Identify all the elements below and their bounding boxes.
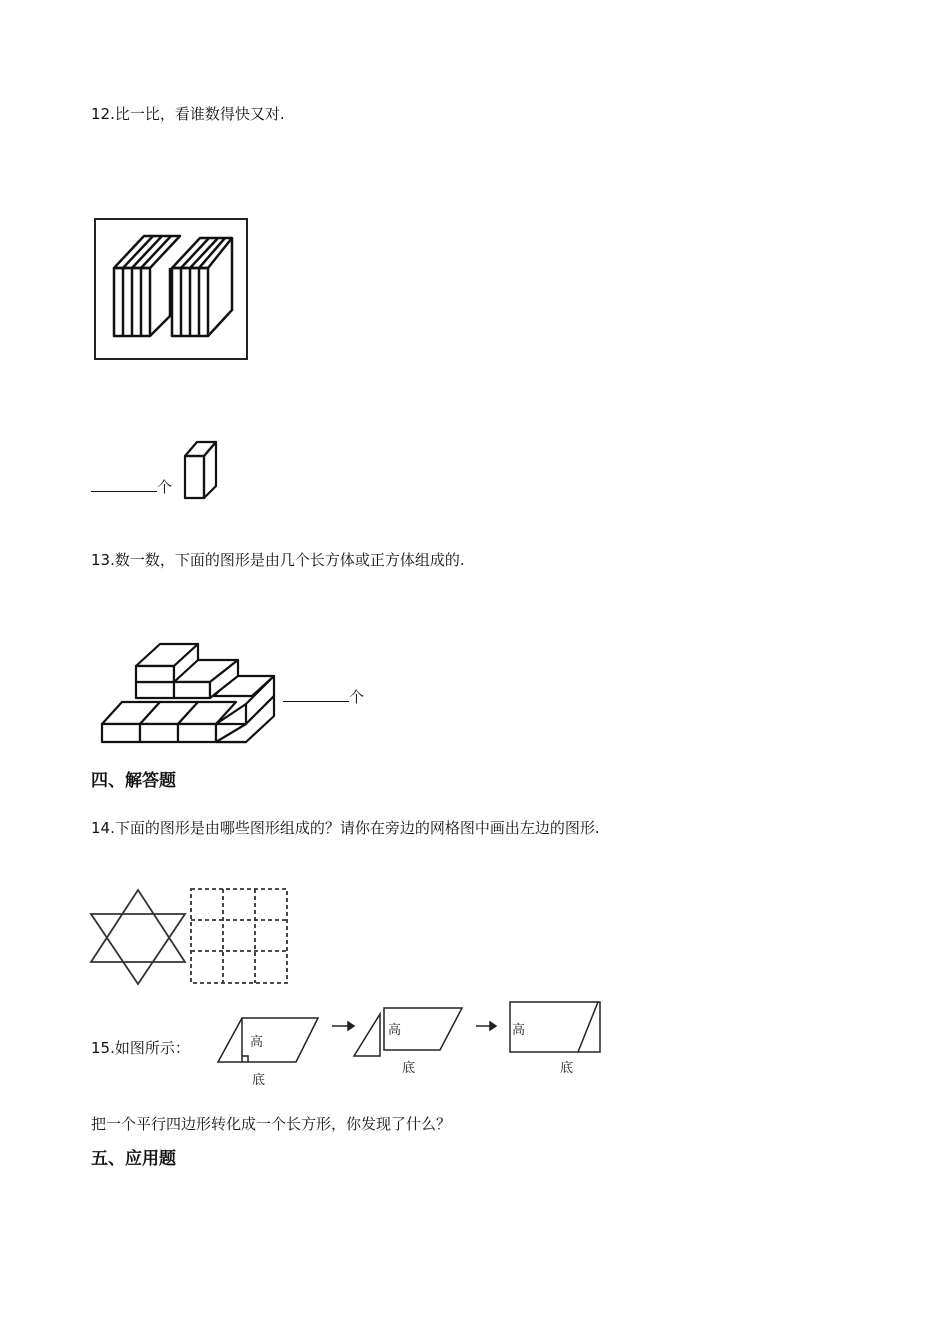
q12-prompt: 12.比一比，看谁数得快又对. [91, 105, 285, 123]
q15-base-label-2: 底 [402, 1061, 416, 1076]
q12-single-cuboid-icon [180, 438, 224, 504]
q12-stacked-cuboids-figure [92, 216, 252, 366]
q15-height-label-2: 高 [388, 1023, 402, 1038]
q15-base-label-1: 底 [252, 1073, 266, 1088]
q14-six-pointed-star-figure [89, 888, 189, 988]
q14-dashed-grid-3x3[interactable] [190, 888, 290, 986]
q15-height-label-1: 高 [250, 1035, 264, 1050]
q12-unit: 个 [157, 478, 173, 496]
q15-base-label-3: 底 [560, 1061, 574, 1076]
section-four-heading: 四、解答题 [91, 771, 176, 791]
q15-prompt: 15.如图所示： [91, 1039, 190, 1057]
q13-prompt: 13.数一数，下面的图形是由几个长方体或正方体组成的. [91, 551, 465, 569]
section-five-heading: 五、应用题 [91, 1149, 176, 1169]
q13-unit: 个 [349, 688, 365, 706]
q13-answer-line [283, 686, 364, 707]
q14-prompt: 14.下面的图形是由哪些图形组成的？请你在旁边的网格图中画出左边的图形. [91, 819, 600, 837]
q15-height-label-3: 高 [512, 1023, 526, 1038]
q13-answer-blank[interactable] [283, 686, 349, 702]
q12-answer-blank[interactable] [91, 476, 157, 492]
q13-cuboid-stairs-figure [98, 638, 298, 748]
q12-answer-line [91, 476, 172, 497]
q15-question: 把一个平行四边形转化成一个长方形，你发现了什么？ [91, 1115, 452, 1133]
q15-parallelogram-transform-figure [208, 1000, 608, 1096]
